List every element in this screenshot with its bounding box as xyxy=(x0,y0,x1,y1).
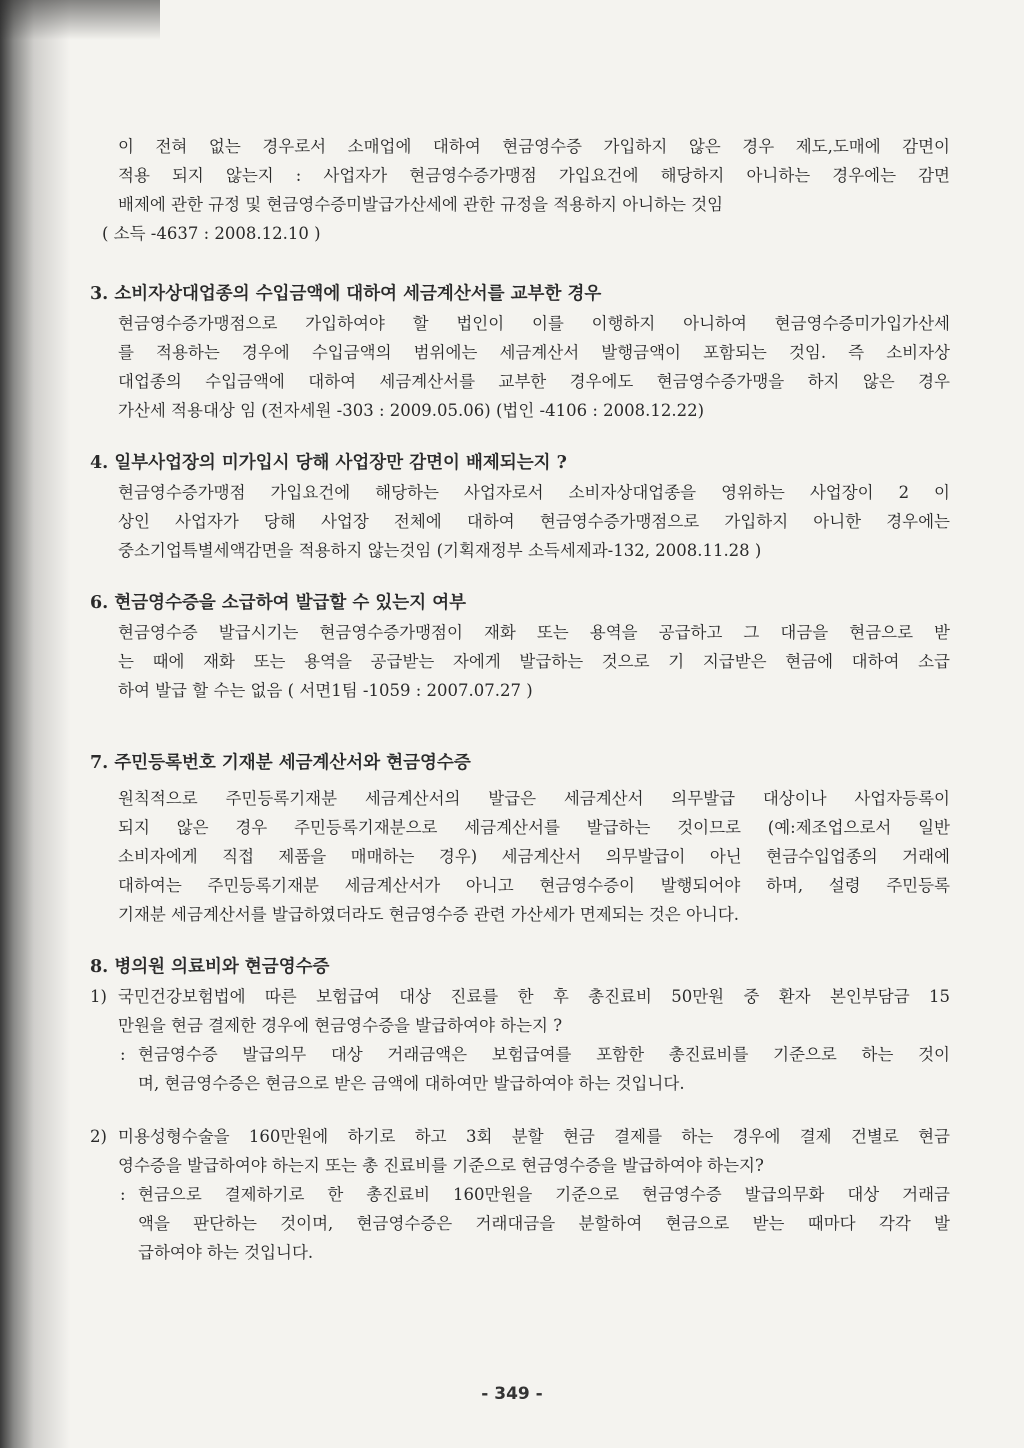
qa-answer xyxy=(90,1040,950,1098)
section-heading: 3. 소비자상대업종의 수입금액에 대하여 세금계산서를 교부한 경우 xyxy=(90,284,602,304)
answer-colon: : xyxy=(120,1045,126,1064)
body-line: 원칙적으로 주민등록기재분 세금계산서의 발급은 세금계산서 의무발급 대상이나 사업자등록이 xyxy=(118,789,950,808)
body-line: 현금영수증가맹점 가입요건에 해당하는 사업자로서 소비자상대업종을 영위하는 사업장이 2 이 xyxy=(118,483,950,502)
section-heading: 4. 일부사업장의 미가입시 당해 사업장만 감면이 배제되는지 ? xyxy=(90,453,567,473)
section-body xyxy=(90,618,950,705)
intro-section xyxy=(90,132,950,248)
body-line: 가산세 적용대상 임 (전자세원 -303 : 2009.05.06) (법인 -4106 : 2008.12.22) xyxy=(118,401,705,420)
answer-line: 현금으로 결제하기로 한 총진료비 160만원을 기준으로 현금영수증 발급의무화 대상 거래금 xyxy=(138,1185,950,1204)
answer-line: 현금영수증 발급의무 대상 거래금액은 보험급여를 포함한 총진료비를 기준으로 하는 것이 xyxy=(138,1045,950,1064)
intro-line: 배제에 관한 규정 및 현금영수증미발급가산세에 관한 규정을 적용하지 아니하는 것임 xyxy=(118,195,724,214)
section-4 xyxy=(90,449,950,565)
section-heading: 6. 현금영수증을 소급하여 발급할 수 있는지 여부 xyxy=(90,593,467,613)
body-line: 대하여는 주민등록기재분 세금계산서가 아니고 현금영수증이 발행되어야 하며, 설령 주민등록 xyxy=(118,876,950,895)
qa-number: 2) xyxy=(90,1127,107,1146)
question-line: 만원을 현금 결제한 경우에 현금영수증을 발급하여야 하는지 ? xyxy=(118,1016,563,1035)
binding-shadow xyxy=(0,0,70,1448)
qa-item-2 xyxy=(90,1122,950,1267)
section-body xyxy=(90,309,950,425)
section-body xyxy=(90,784,950,929)
qa-number: 1) xyxy=(90,987,107,1006)
page-number: - 349 - xyxy=(481,1384,543,1404)
body-line: 되지 않은 경우 주민등록기재분으로 세금계산서를 발급하는 것이므로 (예:제조업으로서 일반 xyxy=(118,818,950,837)
section-6 xyxy=(90,589,950,705)
section-body xyxy=(90,478,950,565)
body-line: 기재분 세금계산서를 발급하였더라도 현금영수증 관련 가산세가 면제되는 것은 아니다. xyxy=(118,905,740,924)
qa-question xyxy=(90,1122,950,1180)
body-line: 상인 사업자가 당해 사업장 전체에 대하여 현금영수증가맹점으로 가입하지 아니한 경우에는 xyxy=(118,512,950,531)
section-heading: 7. 주민등록번호 기재분 세금계산서와 현금영수증 xyxy=(90,753,471,773)
section-7 xyxy=(90,749,950,929)
answer-line: 며, 현금영수증은 현금으로 받은 금액에 대하여만 발급하여야 하는 것입니다. xyxy=(138,1074,685,1093)
intro-citation xyxy=(90,219,950,248)
scan-edge-shadow xyxy=(0,0,160,40)
body-line: 현금영수증 발급시기는 현금영수증가맹점이 재화 또는 용역을 공급하고 그 대금을 현금으로 받 xyxy=(118,623,950,642)
body-line: 현금영수증가맹점으로 가입하여야 할 법인이 이를 이행하지 아니하여 현금영수증미가입가산세 xyxy=(118,314,950,333)
question-line: 미용성형수술을 160만원에 하기로 하고 3회 분할 현금 결제를 하는 경우에 결제 건별로 현금 xyxy=(118,1127,950,1146)
question-line: 국민건강보험법에 따른 보험급여 대상 진료를 한 후 총진료비 50만원 중 환자 본인부담금 15 xyxy=(118,987,950,1006)
intro-paragraph xyxy=(90,132,950,219)
question-line: 영수증을 발급하여야 하는지 또는 총 진료비를 기준으로 현금영수증을 발급하여야 하는지? xyxy=(118,1156,764,1175)
body-line: 하여 발급 할 수는 없음 ( 서면1팀 -1059 : 2007.07.27 ) xyxy=(118,681,533,700)
answer-colon: : xyxy=(120,1185,126,1204)
qa-item-1 xyxy=(90,982,950,1098)
section-8 xyxy=(90,953,950,1267)
body-line: 소비자에게 직접 제품을 매매하는 경우) 세금계산서 의무발급이 아닌 현금수입업종의 거래에 xyxy=(118,847,950,866)
body-line: 를 적용하는 경우에 수입금액의 범위에는 세금계산서 발행금액이 포함되는 것임. 즉 소비자상 xyxy=(118,343,950,362)
qa-answer xyxy=(90,1180,950,1267)
answer-line: 액을 판단하는 것이며, 현금영수증은 거래대금을 분할하여 현금으로 받는 때마다 각각 발 xyxy=(138,1214,950,1233)
body-line: 대업종의 수입금액에 대하여 세금계산서를 교부한 경우에도 현금영수증가맹을 하지 않은 경우 xyxy=(118,372,950,391)
qa-question xyxy=(90,982,950,1040)
body-line: 중소기업특별세액감면을 적용하지 않는것임 (기획재정부 소득세제과-132, 2008.11.28 ) xyxy=(118,541,762,560)
section-3 xyxy=(90,280,950,425)
section-heading: 8. 병의원 의료비와 현금영수증 xyxy=(90,957,330,977)
citation-text: ( 소득 -4637 : 2008.12.10 ) xyxy=(102,224,321,243)
document-page xyxy=(90,132,950,1291)
answer-line: 급하여야 하는 것입니다. xyxy=(138,1243,314,1262)
body-line: 는 때에 재화 또는 용역을 공급받는 자에게 발급하는 것으로 기 지급받은 현금에 대하여 소급 xyxy=(118,652,950,671)
intro-line: 적용 되지 않는지 : 사업자가 현금영수증가맹점 가입요건에 해당하지 아니하는 경우에는 감면 xyxy=(118,166,950,185)
intro-line: 이 전혀 없는 경우로서 소매업에 대하여 현금영수증 가입하지 않은 경우 제도,도매에 감면이 xyxy=(118,137,950,156)
